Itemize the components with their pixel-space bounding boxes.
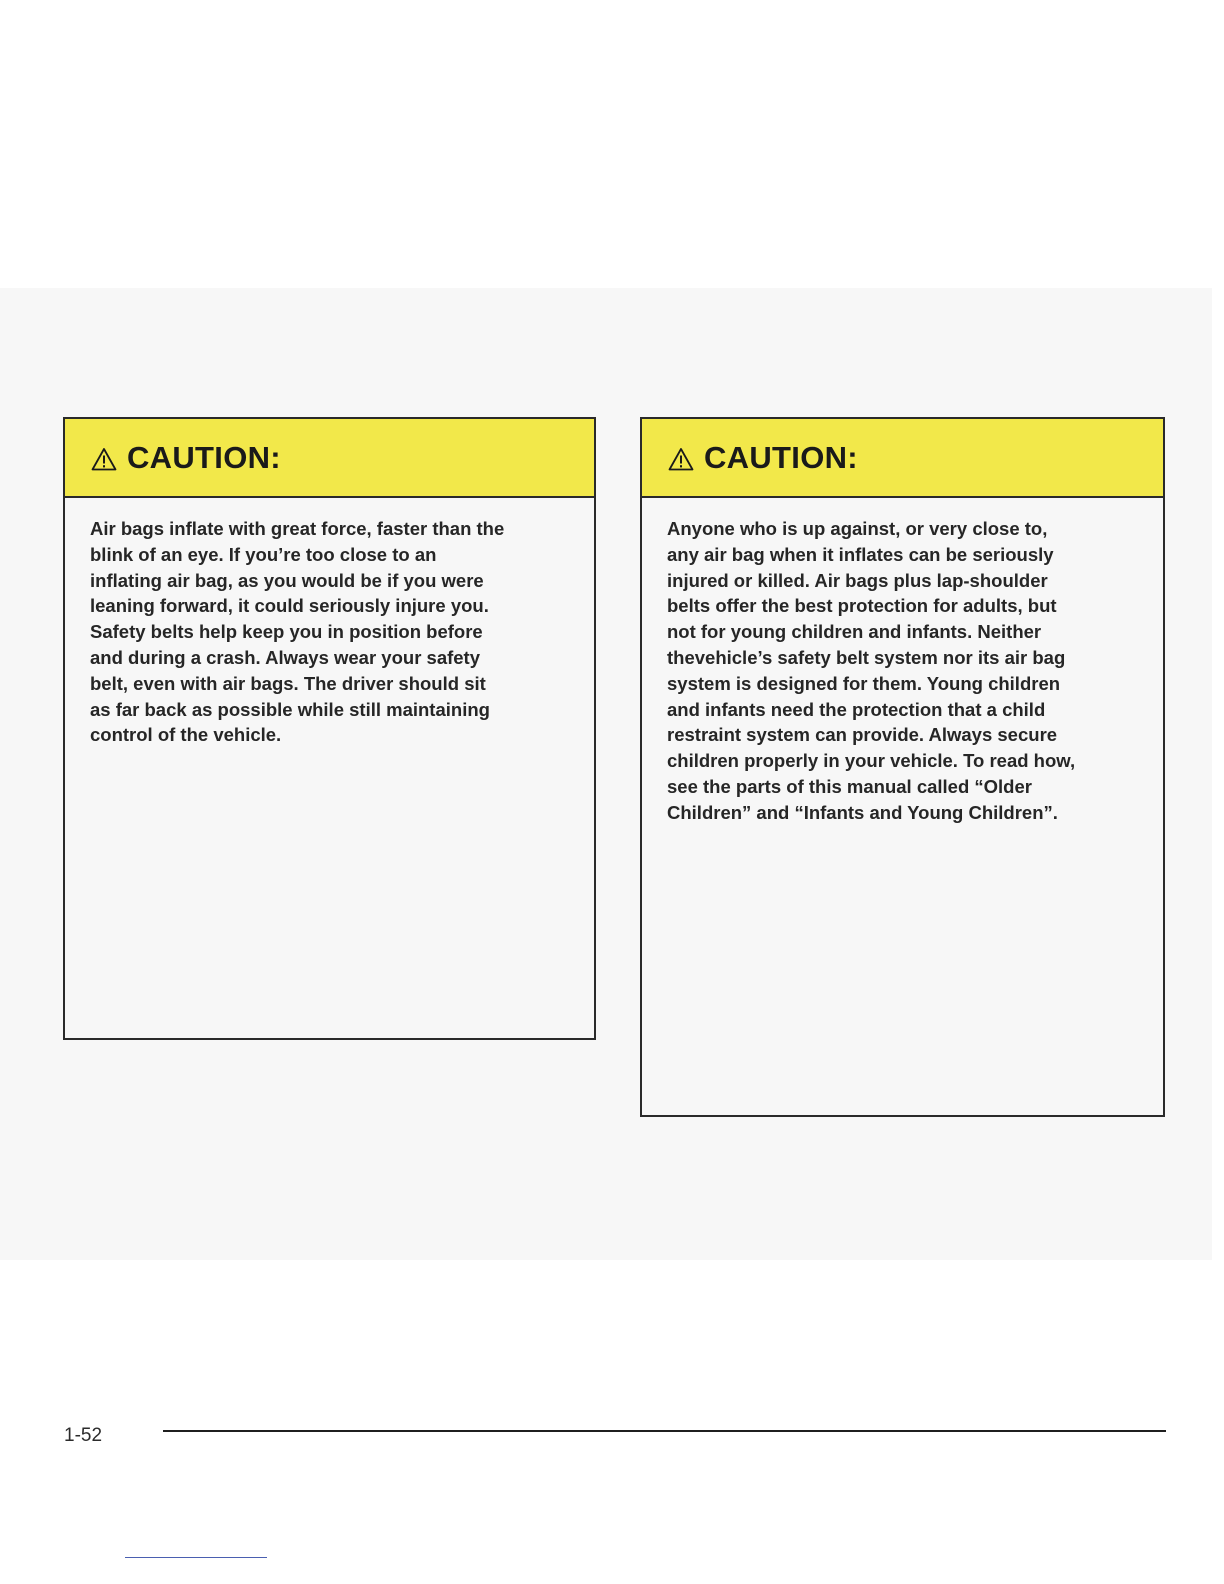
caution-text-line: leaning forward, it could seriously injure you. [90,595,489,617]
caution-text-line: Air bags inflate with great force, faster than the [90,518,505,539]
caution-text-line: belts offer the best protection for adults, but [667,595,1057,617]
caution-text-line: and infants need the protection that a child [667,698,1046,720]
warning-triangle-icon [91,447,117,471]
caution-text-line: inflating air bag, as you would be if you were [90,569,484,591]
caution-title: CAUTION: [704,439,858,475]
caution-text-line: Safety belts help keep you in position before [90,621,483,643]
caution-text-line: Children” and “Infants and Young Children”. [667,801,1058,823]
caution-text-line: any air bag when it inflates can be seriously [667,543,1054,565]
caution-text-line: children properly in your vehicle. To read how, [667,750,1076,772]
page-number: 1-52 [64,1425,103,1446]
caution-text-line: blink of an eye. If you’re too close to an [90,543,437,565]
warning-triangle-icon [668,447,694,471]
caution-text-line: injured or killed. Air bags plus lap-shoulder [667,569,1048,591]
caution-box-close-to-air-bag [640,417,1165,1117]
caution-text-line: and during a crash. Always wear your safety [90,646,481,668]
caution-title: CAUTION: [127,439,281,475]
caution-text-line: see the parts of this manual called “Older [667,775,1032,797]
caution-text-line: thevehicle’s safety belt system nor its air bag [667,646,1066,668]
footer-divider [163,1430,1166,1432]
caution-box-air-bag-force [63,417,596,1040]
caution-text-line: Anyone who is up against, or very close to, [667,518,1048,539]
caution-header [65,419,594,498]
bottom-underline [125,1557,267,1558]
caution-text-line: control of the vehicle. [90,724,282,746]
manual-page [0,288,1212,1446]
caution-text-line: restraint system can provide. Always secure [667,724,1058,746]
caution-text [65,498,594,748]
caution-text-line: not for young children and infants. Neither [667,621,1042,643]
caution-header [642,419,1163,498]
caution-text-line: system is designed for them. Young children [667,672,1061,694]
caution-text-line: belt, even with air bags. The driver should sit [90,672,486,694]
caution-text [642,498,1163,826]
caution-text-line: as far back as possible while still maintaining [90,698,490,720]
